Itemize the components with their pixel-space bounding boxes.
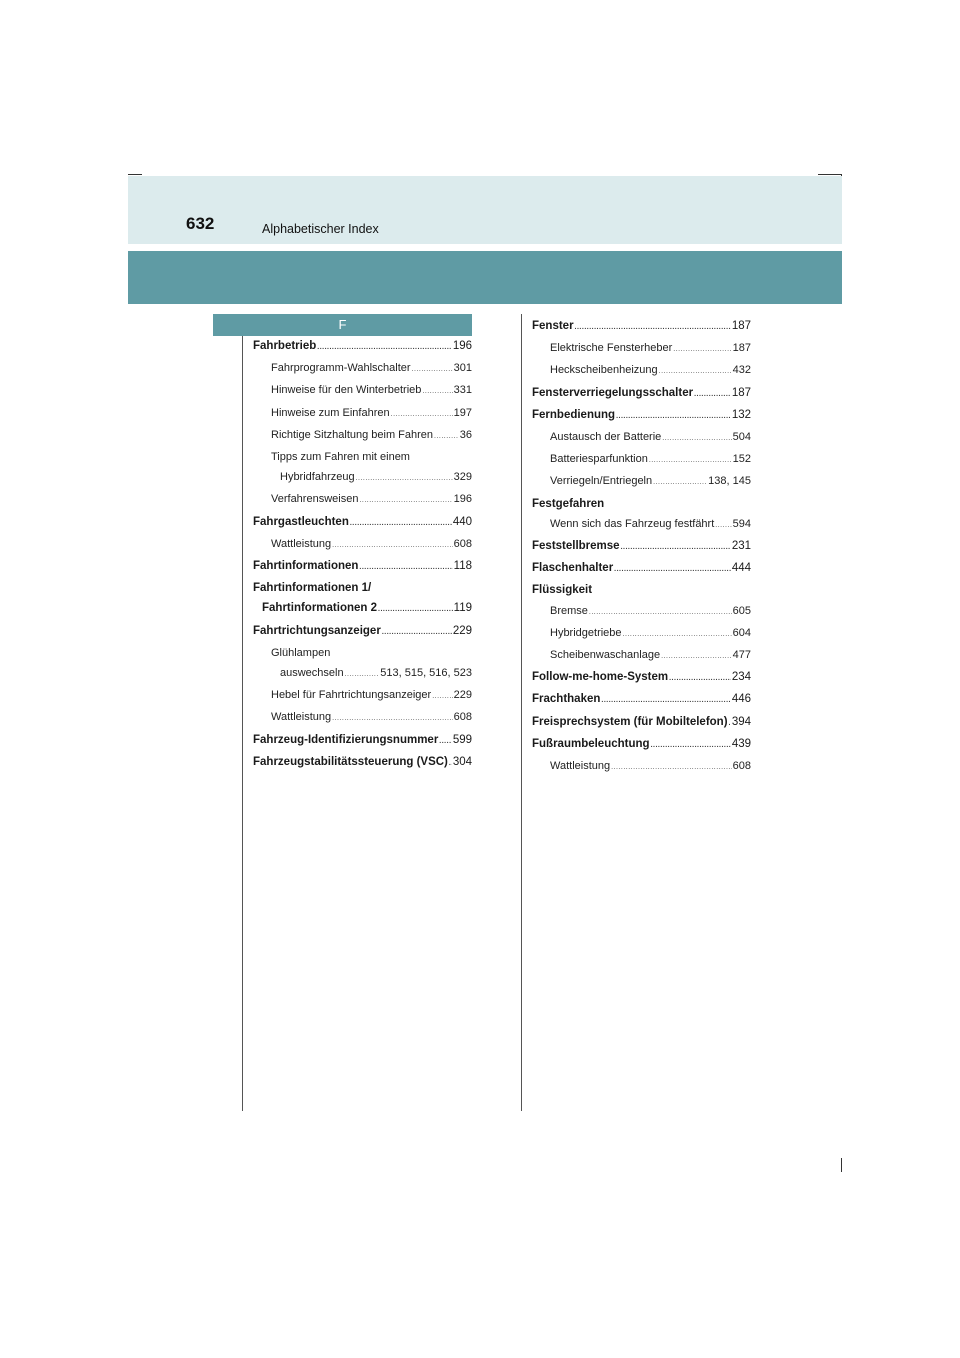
index-entry [253, 598, 472, 620]
index-term: Fahrbetrieb [253, 340, 317, 352]
leader-dots [616, 407, 731, 427]
page-reference[interactable]: 440 [452, 515, 472, 528]
index-term: Fernbedienung [532, 408, 616, 421]
index-entry [532, 316, 751, 338]
leader-dots [659, 362, 732, 382]
index-term: Frachthaken [532, 693, 601, 706]
index-entry [253, 534, 472, 556]
page-reference[interactable]: 594 [732, 517, 751, 530]
leader-dots [356, 469, 453, 489]
index-term: Fahrtinformationen 2 [262, 602, 378, 615]
crop-mark [841, 1158, 842, 1172]
index-entry [532, 667, 751, 689]
index-entry [532, 734, 751, 756]
index-term: Wattleistung [271, 537, 332, 550]
page-reference[interactable]: 444 [731, 562, 751, 575]
leader-dots [449, 754, 452, 774]
index-term: Wattleistung [271, 711, 332, 724]
column-divider [521, 314, 522, 1111]
index-entry [253, 358, 472, 380]
index-term: Glühlampen [271, 646, 331, 659]
page-number: 632 [186, 214, 215, 233]
index-entry [253, 425, 472, 447]
index-entry [253, 730, 472, 752]
page-reference[interactable]: 119 [453, 602, 472, 615]
index-term: Freisprechsystem (für Mobiltelefon) [532, 715, 728, 728]
index-entry [532, 601, 751, 623]
index-term: Fenster [532, 320, 574, 332]
leader-dots [378, 600, 453, 620]
index-term: Austausch der Batterie [550, 431, 662, 444]
index-entry [532, 405, 751, 427]
index-term: Fahrzeug-Identifizierungsnummer [253, 733, 439, 746]
page-reference[interactable]: 132 [731, 408, 751, 421]
index-term: Hinweise zum Einfahren [271, 406, 390, 419]
page-reference[interactable]: 36 [459, 428, 472, 441]
index-entry [532, 383, 751, 405]
leader-dots [729, 714, 731, 734]
section-letter: F [213, 314, 472, 336]
page-reference[interactable]: 504 [732, 431, 751, 444]
index-term: Hybridgetriebe [550, 626, 622, 639]
index-entry [253, 380, 472, 402]
index-term: Wenn sich das Fahrzeug festfährt [550, 517, 715, 530]
index-entry [253, 447, 472, 467]
index-term: auswechseln [280, 667, 344, 680]
page-reference[interactable]: 513, 515, 516, 523 [380, 667, 472, 680]
leader-dots [623, 625, 732, 645]
index-term: Fahrtinformationen 1/ [253, 582, 372, 595]
index-entry [253, 467, 472, 489]
page-reference[interactable]: 234 [731, 671, 751, 684]
index-term: Fahrtinformationen [253, 560, 359, 573]
page-reference[interactable]: 229 [452, 624, 472, 637]
index-entry [532, 471, 751, 493]
leader-dots [332, 709, 453, 729]
page-reference[interactable]: 608 [453, 711, 472, 724]
page-reference[interactable]: 187 [731, 320, 751, 332]
index-entry [532, 427, 751, 449]
index-column-right [532, 316, 751, 778]
index-term: Hinweise für den Winterbetrieb [271, 384, 422, 397]
index-entry [253, 752, 472, 774]
page-reference[interactable]: 152 [732, 453, 751, 466]
index-entry [253, 403, 472, 425]
index-term: Bremse [550, 604, 588, 617]
leader-dots [669, 669, 731, 689]
page-reference[interactable]: 604 [732, 626, 751, 639]
index-term: Fußraumbeleuchtung [532, 737, 650, 750]
leader-dots [382, 623, 452, 643]
leader-dots [673, 340, 731, 360]
leader-dots [621, 538, 731, 558]
leader-dots [439, 732, 452, 752]
leader-dots [359, 558, 452, 578]
page-reference[interactable]: 187 [732, 342, 751, 355]
index-term: Hebel für Fahrtrichtungsanzeiger [271, 689, 432, 702]
index-term: Flaschenhalter [532, 562, 614, 575]
index-entry [253, 578, 472, 598]
leader-dots [422, 382, 452, 402]
section-band [128, 251, 842, 304]
leader-dots [611, 758, 732, 778]
index-term: Elektrische Fensterheber [550, 342, 673, 355]
index-term: Heckscheibenheizung [550, 364, 658, 377]
page-reference[interactable]: 331 [453, 384, 472, 397]
page-reference[interactable]: 196 [453, 493, 472, 506]
leader-dots [350, 514, 452, 534]
leader-dots [317, 338, 452, 358]
index-entry [532, 514, 751, 536]
index-term: Follow-me-home-System [532, 671, 669, 684]
leader-dots [434, 427, 459, 447]
index-entry [532, 712, 751, 734]
column-divider [242, 336, 243, 1111]
page-reference[interactable]: 196 [452, 340, 472, 352]
index-entry [532, 756, 751, 778]
page-reference[interactable]: 197 [453, 406, 472, 419]
index-entry [253, 643, 472, 663]
leader-dots [391, 405, 453, 425]
index-entry [253, 707, 472, 729]
page-reference[interactable]: 446 [731, 693, 751, 706]
index-entry [532, 623, 751, 645]
index-term: Fahrzeugstabilitätssteuerung (VSC) [253, 755, 448, 768]
index-entry [532, 558, 751, 580]
index-entry [532, 494, 751, 514]
index-entry [532, 360, 751, 382]
leader-dots [694, 385, 731, 405]
index-term: Batteriesparfunktion [550, 453, 648, 466]
index-entry [532, 536, 751, 558]
crop-mark [128, 174, 142, 175]
page-reference[interactable]: 608 [453, 537, 472, 550]
leader-dots [432, 687, 452, 707]
index-entry [253, 556, 472, 578]
index-entry [253, 621, 472, 643]
page-reference[interactable]: 304 [452, 755, 472, 768]
page-title: Alphabetischer Index [262, 222, 379, 236]
index-entry [253, 512, 472, 534]
leader-dots [412, 360, 453, 380]
index-entry [532, 689, 751, 711]
leader-dots [332, 536, 453, 556]
index-term: Flüssigkeit [532, 584, 593, 597]
index-entry [253, 336, 472, 358]
crop-mark [818, 174, 842, 175]
page-reference[interactable]: 599 [452, 733, 472, 746]
index-term: Verriegeln/Entriegeln [550, 475, 653, 488]
page-reference[interactable]: 608 [732, 760, 751, 773]
index-term: Feststellbremse [532, 540, 620, 553]
page-reference[interactable]: 118 [453, 560, 472, 573]
leader-dots [661, 647, 732, 667]
page-reference[interactable]: 229 [453, 689, 472, 702]
header-band [128, 176, 842, 244]
index-term: Festgefahren [532, 497, 605, 510]
leader-dots [345, 665, 380, 685]
index-term: Wattleistung [550, 760, 611, 773]
index-entry [253, 663, 472, 685]
leader-dots [653, 473, 707, 493]
page-reference[interactable]: 329 [453, 471, 472, 484]
page-reference[interactable]: 605 [732, 604, 751, 617]
index-term: Scheibenwaschanlage [550, 649, 661, 662]
index-term: Tipps zum Fahren mit einem [271, 451, 410, 464]
index-entry [532, 645, 751, 667]
page-reference[interactable]: 432 [732, 364, 751, 377]
leader-dots [359, 491, 452, 511]
page-reference[interactable]: 231 [731, 540, 751, 553]
page-reference[interactable]: 187 [731, 386, 751, 399]
index-column-left [253, 336, 472, 774]
index-term: Fahrgastleuchten [253, 515, 349, 528]
page-reference[interactable]: 394 [731, 715, 751, 728]
leader-dots [575, 318, 731, 338]
index-entry [532, 338, 751, 360]
index-entry [253, 489, 472, 511]
page-reference[interactable]: 138, 145 [708, 475, 751, 488]
index-term: Fensterverriegelungsschalter [532, 386, 694, 399]
index-term: Richtige Sitzhaltung beim Fahren [271, 428, 434, 441]
index-term: Verfahrensweisen [271, 493, 359, 506]
leader-dots [662, 429, 731, 449]
index-term: Fahrtrichtungsanzeiger [253, 624, 381, 637]
page-reference[interactable]: 477 [732, 649, 751, 662]
page-reference[interactable]: 301 [453, 362, 472, 375]
index-entry [253, 685, 472, 707]
leader-dots [651, 736, 731, 756]
page-reference[interactable]: 439 [731, 737, 751, 750]
leader-dots [715, 516, 731, 536]
index-entry [532, 449, 751, 471]
index-term: Fahrprogramm-Wahlschalter [271, 362, 411, 375]
leader-dots [601, 691, 730, 711]
leader-dots [649, 451, 732, 471]
leader-dots [589, 603, 732, 623]
leader-dots [614, 560, 731, 580]
index-entry [532, 580, 751, 600]
index-term: Hybridfahrzeug [280, 471, 355, 484]
